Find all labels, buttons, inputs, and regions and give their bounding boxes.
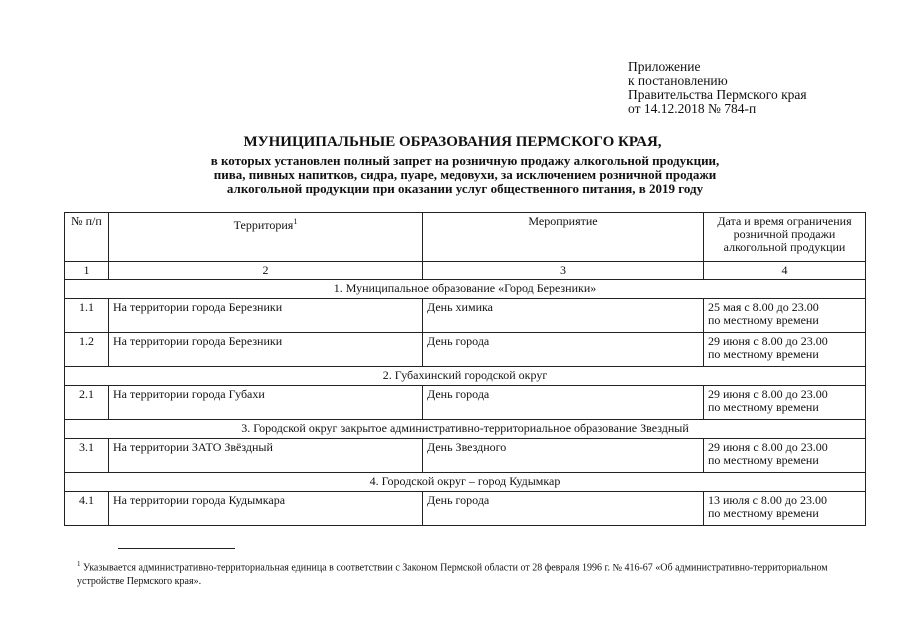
document-title: МУНИЦИПАЛЬНЫЕ ОБРАЗОВАНИЯ ПЕРМСКОГО КРАЯ, (243, 134, 662, 150)
row-territory: На территории ЗАТО Звёздный (109, 439, 423, 473)
row-num: 4.1 (65, 492, 109, 526)
row-event: День города (423, 386, 704, 420)
row-date-main: 13 июля с 8.00 до 23.00 (708, 493, 828, 507)
table-header-row (65, 213, 866, 262)
appendix-block (628, 60, 807, 116)
row-date (704, 386, 866, 420)
header-date: Дата и время ограничения розничной продажи алкогольной продукции (704, 213, 866, 262)
row-num: 1.1 (65, 299, 109, 333)
row-num: 2.1 (65, 386, 109, 420)
section-row (65, 367, 866, 386)
header-territory (109, 213, 423, 262)
column-number: 2 (109, 262, 423, 280)
row-event: День Звездного (423, 439, 704, 473)
subtitle-line: пива, пивных напитков, сидра, пуаре, медовухи, за исключением розничной продажи (213, 167, 717, 182)
restrictions-table (64, 212, 866, 526)
appendix-line: Приложение (628, 59, 701, 74)
appendix-line: Правительства Пермского края (628, 87, 807, 102)
row-time-note: по местному времени (708, 453, 819, 467)
appendix-line: к постановлению (628, 73, 728, 88)
column-number: 3 (423, 262, 704, 280)
table-row (65, 439, 866, 473)
row-event: День химика (423, 299, 704, 333)
row-territory: На территории города Кудымкара (109, 492, 423, 526)
row-num: 3.1 (65, 439, 109, 473)
document-subtitle (150, 154, 780, 196)
row-date-main: 29 июня с 8.00 до 23.00 (708, 440, 828, 454)
row-date-main: 25 мая с 8.00 до 23.00 (708, 300, 819, 314)
section-title: 1. Муниципальное образование «Город Березники» (65, 280, 866, 299)
footnote-text: Указывается административно-территориальная единица в соответствии с Законом Пермской области от 28 февраля 1996 г. № 416-67 «Об административно-территориальном устройстве Пермского края». (77, 562, 828, 588)
section-row (65, 473, 866, 492)
row-date (704, 333, 866, 367)
row-num: 1.2 (65, 333, 109, 367)
section-row (65, 420, 866, 439)
footnote-marker: 1 (77, 560, 81, 568)
table-row (65, 492, 866, 526)
section-title: 2. Губахинский городской округ (65, 367, 866, 386)
row-time-note: по местному времени (708, 347, 819, 361)
subtitle-line: в которых установлен полный запрет на розничную продажу алкогольной продукции, (210, 153, 720, 168)
column-number: 1 (65, 262, 109, 280)
section-row (65, 280, 866, 299)
table-row (65, 386, 866, 420)
header-num: № п/п (65, 213, 109, 262)
row-date (704, 299, 866, 333)
row-event: День города (423, 492, 704, 526)
table-row (65, 333, 866, 367)
column-number-row (65, 262, 866, 280)
row-time-note: по местному времени (708, 313, 819, 327)
footnote (77, 557, 867, 589)
row-time-note: по местному времени (708, 400, 819, 414)
row-date (704, 439, 866, 473)
appendix-line: от 14.12.2018 № 784-п (628, 101, 757, 116)
column-number: 4 (704, 262, 866, 280)
header-event: Мероприятие (423, 213, 704, 262)
row-territory: На территории города Березники (109, 333, 423, 367)
row-date-main: 29 июня с 8.00 до 23.00 (708, 334, 828, 348)
row-time-note: по местному времени (708, 506, 819, 520)
footnote-ref: 1 (293, 217, 298, 226)
row-date-main: 29 июня с 8.00 до 23.00 (708, 387, 828, 401)
table-row (65, 299, 866, 333)
row-event: День города (423, 333, 704, 367)
row-territory: На территории города Березники (109, 299, 423, 333)
row-date (704, 492, 866, 526)
footnote-divider (118, 548, 235, 549)
section-title: 3. Городской округ закрытое административно-территориальное образование Звездный (65, 420, 866, 439)
subtitle-line: алкогольной продукции при оказании услуг общественного питания, в 2019 году (226, 181, 704, 196)
section-title: 4. Городской округ – город Кудымкар (65, 473, 866, 492)
row-territory: На территории города Губахи (109, 386, 423, 420)
header-territory-label: Территория (233, 218, 294, 232)
